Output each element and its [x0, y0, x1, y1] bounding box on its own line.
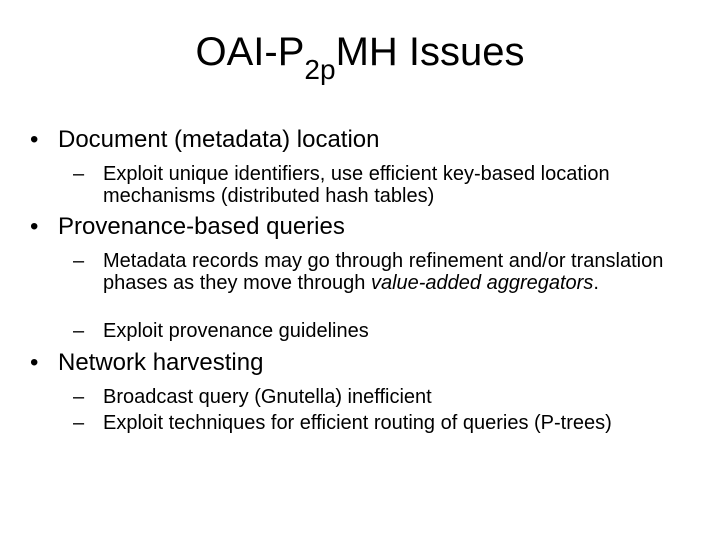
bullet-dot: • — [30, 213, 39, 240]
sub-item-text: Exploit techniques for efficient routing of queries (P-trees) — [103, 412, 612, 434]
sub-item-text: Exploit unique identifiers, use efficient key-based location mechanisms (distributed hash tables) — [103, 163, 610, 207]
bullet-label: Network harvesting — [58, 349, 264, 376]
bullet-item-document-location — [30, 126, 380, 154]
bullet-label: Provenance-based queries — [58, 213, 345, 240]
title-end: MH Issues — [335, 30, 525, 74]
sub-item-text-before: Metadata records may go through refinement and/or translation phases as they move through — [103, 250, 664, 294]
dash-marker: – — [73, 412, 85, 434]
bullet-label: Document (metadata) location — [58, 126, 380, 153]
bullet-item-provenance-queries — [30, 213, 345, 241]
slide-title — [0, 28, 720, 85]
dash-marker: – — [73, 163, 85, 185]
sub-item-efficient-routing — [73, 412, 693, 434]
bullet-dot: • — [30, 126, 39, 153]
dash-marker: – — [73, 386, 85, 408]
sub-item-text: Exploit provenance guidelines — [103, 320, 369, 342]
sub-item-text-italic: value-added aggregators — [370, 272, 594, 294]
title-subscript: 2p — [304, 54, 336, 85]
sub-item-broadcast-query — [73, 386, 693, 408]
bullet-item-network-harvesting — [30, 349, 263, 377]
sub-item-metadata-records — [73, 250, 693, 294]
dash-marker: – — [73, 250, 85, 272]
dash-marker: – — [73, 320, 85, 342]
sub-item-text: Broadcast query (Gnutella) inefficient — [103, 386, 432, 408]
bullet-dot: • — [30, 349, 39, 376]
sub-item-unique-identifiers — [73, 163, 693, 207]
sub-item-text — [73, 250, 693, 294]
title-main: OAI-P — [195, 30, 305, 74]
sub-item-text-after: . — [593, 272, 599, 294]
sub-item-provenance-guidelines — [73, 320, 693, 342]
